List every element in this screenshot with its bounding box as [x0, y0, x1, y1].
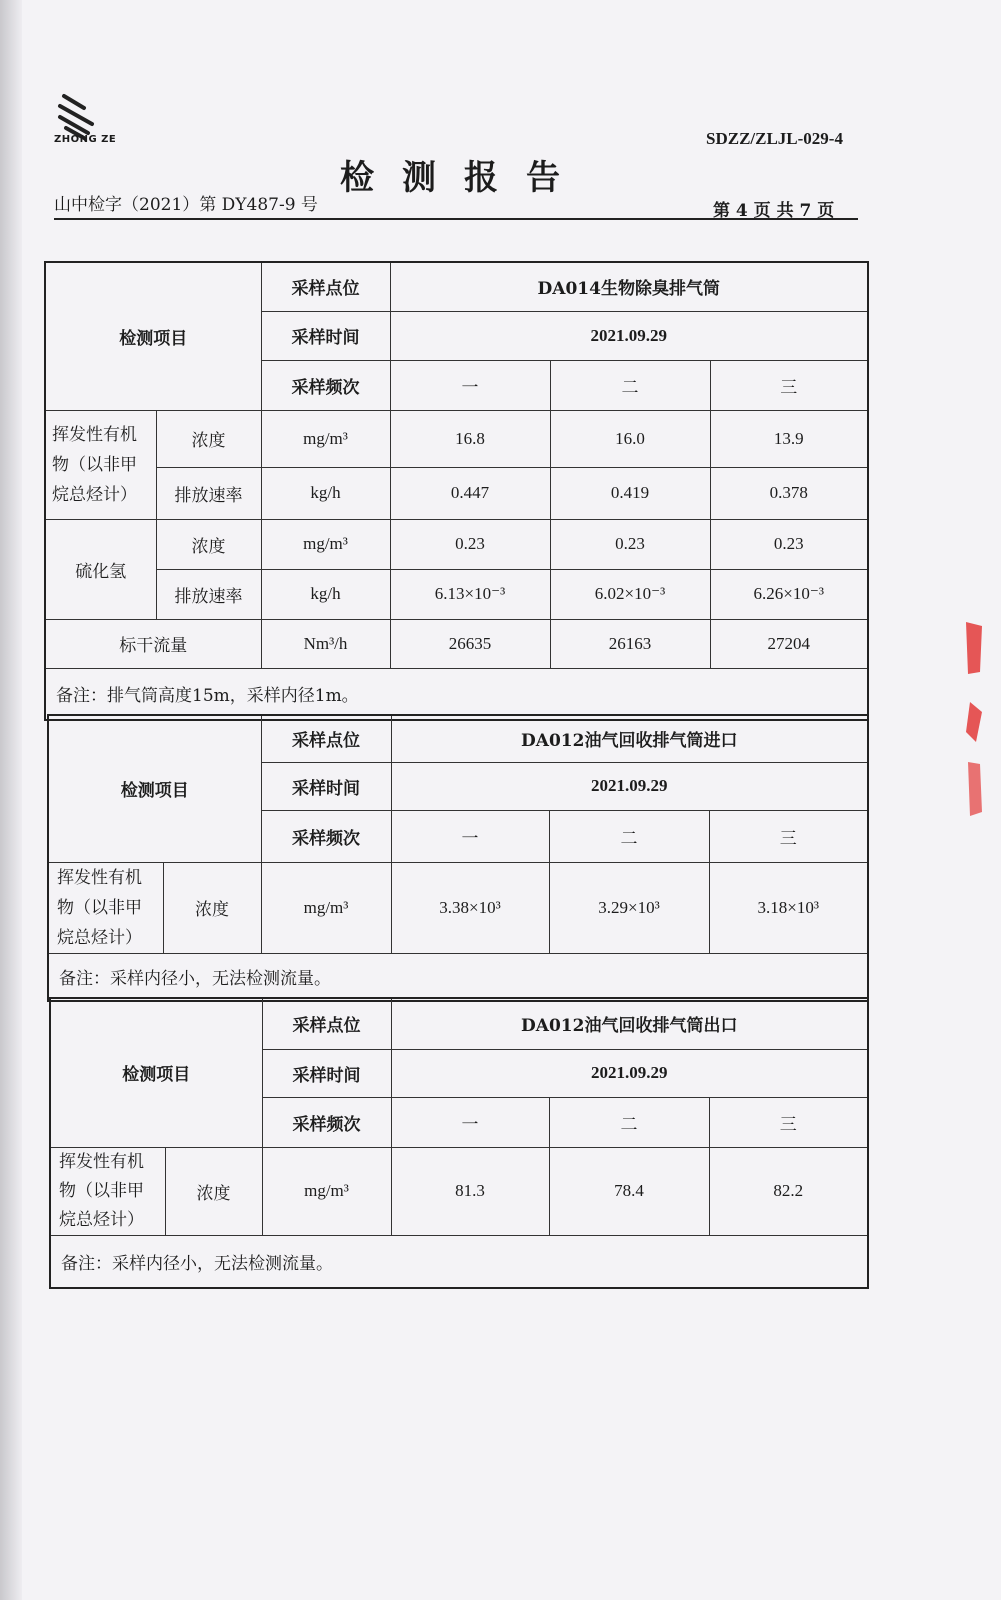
h2s-rate-3: 6.26×10⁻³ [710, 569, 868, 619]
sampling-frequency-label: 采样频次 [262, 1097, 391, 1147]
concentration-label: 浓度 [165, 1147, 262, 1235]
vocs-conc-1: 16.8 [390, 410, 550, 467]
report-table-da012-outlet [49, 997, 869, 1289]
flow-3: 27204 [710, 619, 868, 668]
unit-concentration: mg/m³ [261, 519, 390, 569]
frequency-2: 二 [550, 360, 710, 410]
sampling-point-value: DA012油气回收排气筒出口 [391, 998, 868, 1049]
unit-rate: kg/h [261, 569, 390, 619]
vocs-label: 挥发性有机物（以非甲烷总烃计） [45, 410, 156, 519]
vocs-rate-1: 0.447 [390, 467, 550, 519]
zhongze-logo-icon [50, 86, 120, 156]
h2s-conc-3: 0.23 [710, 519, 868, 569]
vocs-conc-2: 16.0 [550, 410, 710, 467]
sampling-point-label: 采样点位 [261, 715, 391, 762]
frequency-2: 二 [549, 1097, 709, 1147]
page-title: 检测报告 [340, 158, 588, 198]
flow-2: 26163 [550, 619, 710, 668]
unit-concentration: mg/m³ [261, 410, 390, 467]
sampling-point-value: DA014生物除臭排气筒 [390, 262, 868, 311]
sampling-point-label: 采样点位 [261, 262, 390, 311]
emission-rate-label: 排放速率 [156, 467, 261, 519]
sampling-frequency-label: 采样频次 [261, 810, 391, 862]
document-code: SDZZ/ZLJL-029-4 [706, 129, 843, 148]
header-divider [54, 218, 858, 220]
table-note: 备注：排气筒高度15m，采样内径1m。 [45, 668, 868, 720]
table-note: 备注：采样内径小，无法检测流量。 [48, 953, 868, 1001]
concentration-label: 浓度 [163, 862, 261, 953]
flow-1: 26635 [390, 619, 550, 668]
vocs-label: 挥发性有机物（以非甲烷总烃计） [50, 1147, 165, 1235]
h2s-label: 硫化氢 [45, 519, 156, 619]
vocs-conc-3: 13.9 [710, 410, 868, 467]
unit-flow: Nm³/h [261, 619, 390, 668]
red-seal-stamp-fragment [962, 612, 984, 822]
emission-rate-label: 排放速率 [156, 569, 261, 619]
report-table-da014 [44, 261, 869, 721]
h2s-conc-1: 0.23 [390, 519, 550, 569]
h2s-rate-1: 6.13×10⁻³ [390, 569, 550, 619]
sampling-date-value: 2021.09.29 [391, 1049, 868, 1097]
item-header: 检测项目 [45, 262, 261, 410]
report-table-da012-inlet [47, 714, 869, 1002]
sampling-point-label: 采样点位 [262, 998, 391, 1049]
item-header: 检测项目 [50, 998, 262, 1147]
vocs-conc-1: 3.38×10³ [391, 862, 549, 953]
h2s-rate-2: 6.02×10⁻³ [550, 569, 710, 619]
vocs-conc-2: 78.4 [549, 1147, 709, 1235]
sampling-date-value: 2021.09.29 [391, 762, 868, 810]
sampling-frequency-label: 采样频次 [261, 360, 390, 410]
frequency-3: 三 [709, 810, 868, 862]
logo-text: ZHONG ZE [54, 134, 117, 145]
sampling-point-value: DA012油气回收排气筒进口 [391, 715, 868, 762]
sampling-time-label: 采样时间 [261, 762, 391, 810]
page-edge-shadow [0, 0, 22, 1600]
unit-rate: kg/h [261, 467, 390, 519]
unit-concentration: mg/m³ [262, 1147, 391, 1235]
frequency-1: 一 [390, 360, 550, 410]
frequency-2: 二 [549, 810, 709, 862]
sampling-date-value: 2021.09.29 [390, 311, 868, 360]
h2s-conc-2: 0.23 [550, 519, 710, 569]
page-number: 第 4 页 共 7 页 [713, 201, 835, 221]
table-note: 备注：采样内径小，无法检测流量。 [50, 1235, 868, 1288]
vocs-rate-3: 0.378 [710, 467, 868, 519]
frequency-3: 三 [709, 1097, 868, 1147]
vocs-conc-2: 3.29×10³ [549, 862, 709, 953]
sampling-time-label: 采样时间 [262, 1049, 391, 1097]
vocs-conc-3: 82.2 [709, 1147, 868, 1235]
unit-concentration: mg/m³ [261, 862, 391, 953]
vocs-label: 挥发性有机物（以非甲烷总烃计） [48, 862, 163, 953]
item-header: 检测项目 [48, 715, 261, 862]
frequency-1: 一 [391, 1097, 549, 1147]
sampling-time-label: 采样时间 [261, 311, 390, 360]
standard-dry-flow-label: 标干流量 [45, 619, 261, 668]
concentration-label: 浓度 [156, 519, 261, 569]
vocs-conc-1: 81.3 [391, 1147, 549, 1235]
vocs-rate-2: 0.419 [550, 467, 710, 519]
report-number: 山中检字（2021）第 DY487-9 号 [54, 195, 318, 215]
frequency-3: 三 [710, 360, 868, 410]
frequency-1: 一 [391, 810, 549, 862]
vocs-conc-3: 3.18×10³ [709, 862, 868, 953]
concentration-label: 浓度 [156, 410, 261, 467]
